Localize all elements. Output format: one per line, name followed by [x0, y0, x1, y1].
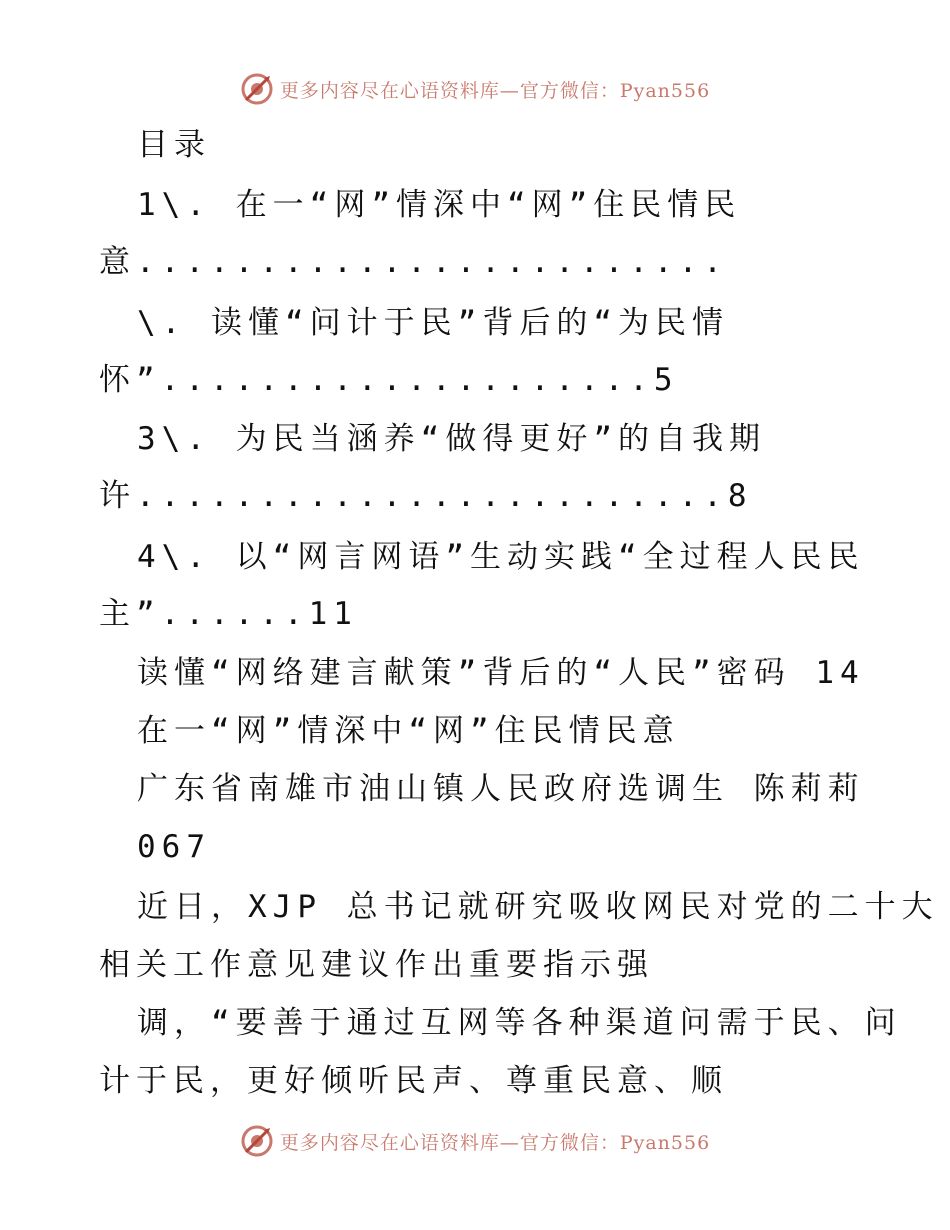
article-title: 在一“网”情深中“网”住民情民意 — [137, 713, 680, 749]
article-author: 广东省南雄市油山镇人民政府选调生 陈莉莉 — [137, 771, 865, 807]
toc-heading: 目录 — [137, 127, 211, 163]
flower-pen-logo-icon — [240, 72, 274, 106]
article-number: 067 — [137, 829, 211, 865]
watermark-text: 更多内容尽在心语资料库—官方微信：Pyan556 — [279, 1131, 711, 1154]
paragraph-line-2: 相关工作意见建议作出重要指示强 — [99, 947, 654, 983]
toc-entry-2-line2: 怀”....................5 — [99, 362, 679, 398]
toc-entry-5: 读懂“网络建言献策”背后的“人民”密码 14 — [137, 655, 865, 691]
toc-entry-1-line1: 1\. 在一“网”情深中“网”住民情民 — [137, 187, 742, 223]
flower-pen-logo-icon — [240, 1124, 274, 1158]
paragraph-line-3: 调，“要善于通过互网等各种渠道问需于民、问 — [137, 1005, 902, 1041]
toc-entry-1-line2: 意........................ — [99, 244, 728, 280]
toc-entry-4-line2: 主”......11 — [99, 596, 358, 632]
paragraph-line-4: 计于民，更好倾听民声、尊重民意、顺 — [99, 1063, 728, 1099]
header-watermark — [0, 72, 950, 106]
toc-entry-4-line1: 4\. 以“网言网语”生动实践“全过程人民民 — [137, 539, 865, 575]
toc-entry-3-line1: 3\. 为民当涵养“做得更好”的自我期 — [137, 421, 766, 457]
paragraph-line-1: 近日，XJP 总书记就研究吸收网民对党的二十大 — [137, 889, 939, 925]
toc-entry-2-line1: \. 读懂“问计于民”背后的“为民情 — [137, 305, 729, 341]
footer-watermark — [0, 1124, 950, 1158]
toc-entry-3-line2: 许........................8 — [99, 478, 753, 514]
watermark-text: 更多内容尽在心语资料库—官方微信：Pyan556 — [279, 79, 711, 102]
